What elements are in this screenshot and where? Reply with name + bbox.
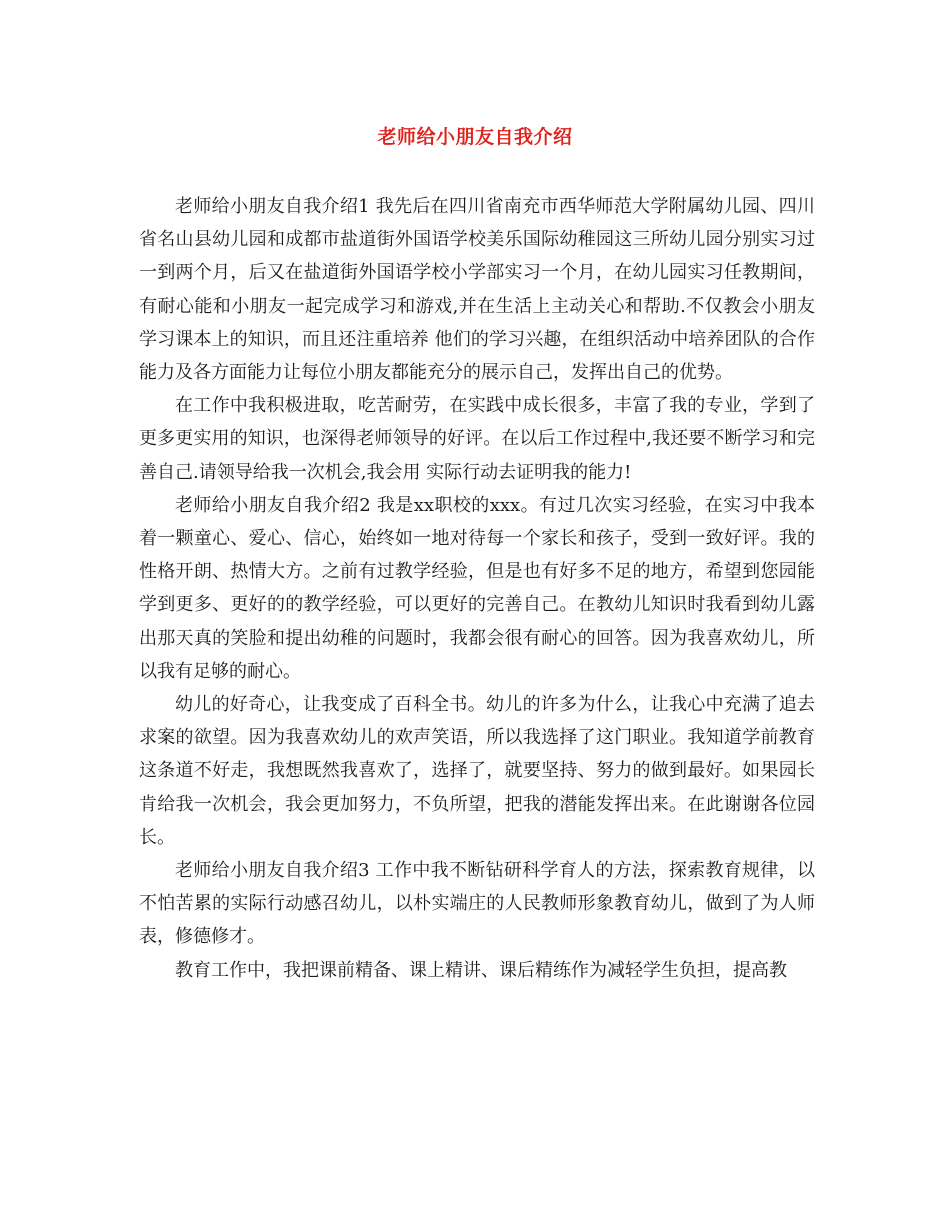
document-body (139, 190, 815, 987)
paragraph-2: 在工作中我积极进取，吃苦耐劳，在实践中成长很多，丰富了我的专业，学到了更多更实用的知识，也深得老师领导的好评。在以后工作过程中,我还要不断学习和完善自己.请领导给我一次机会,我会用 实际行动去证明我的能力! (139, 395, 815, 483)
paragraph-1: 老师给小朋友自我介绍1 我先后在四川省南充市西华师范大学附属幼儿园、四川省名山县幼儿园和成都市盐道街外国语学校美乐国际幼稚园这三所幼儿园分别实习过一到两个月，后又在盐道街外国语学校小学部实习一个月，在幼儿园实习任教期间，有耐心能和小朋友一起完成学习和游戏,并在生活上主动关心和帮助.不仅教会小朋友学习课本上的知识，而且还注重培养 他们的学习兴趣，在组织活动中培养团队的合作能力及各方面能力让每位小朋友都能充分的展示自己，发挥出自己的优势。 (139, 196, 815, 384)
paragraph-4: 幼儿的好奇心，让我变成了百科全书。幼儿的许多为什么，让我心中充满了追去求案的欲望。因为我喜欢幼儿的欢声笑语，所以我选择了这门职业。我知道学前教育这条道不好走，我想既然我喜欢了，选择了，就要坚持、努力的做到最好。如果园长肯给我一次机会，我会更加努力，不负所望，把我的潜能发挥出来。在此谢谢各位园长。 (139, 694, 815, 848)
paragraph-5: 老师给小朋友自我介绍3 工作中我不断钻研科学育人的方法，探索教育规律，以不怕苦累的实际行动感召幼儿，以朴实端庄的人民教师形象教育幼儿，做到了为人师表，修德修才。 (139, 860, 815, 948)
paragraph-6: 教育工作中，我把课前精备、课上精讲、课后精练作为减轻学生负担，提高教 (175, 959, 787, 981)
paragraph-3: 老师给小朋友自我介绍2 我是xx职校的xxx。有过几次实习经验，在实习中我本着一颗童心、爱心、信心，始终如一地对待每一个家长和孩子，受到一致好评。我的性格开朗、热情大方。之前有过教学经验，但是也有好多不足的地方，希望到您园能学到更多、更好的的教学经验，可以更好的完善自己。在教幼儿知识时我看到幼儿露出那天真的笑脸和提出幼稚的问题时，我都会很有耐心的回答。因为我喜欢幼儿，所以我有足够的耐心。 (139, 494, 815, 682)
document-title: 老师给小朋友自我介绍 (377, 126, 573, 148)
